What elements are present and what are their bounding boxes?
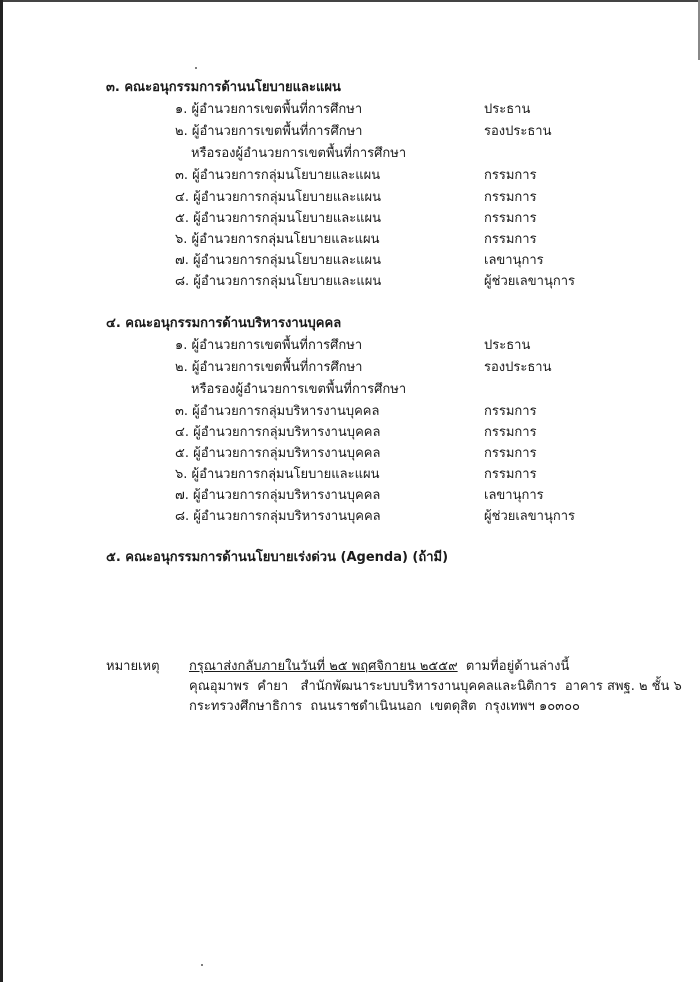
scan-speck	[201, 964, 203, 966]
note-address-line-1: คุณอุมาพร คำยา สำนักพัฒนาระบบบริหารงานบุคคลและนิติการ อาคาร สพฐ. ๒ ชั้น ๖	[189, 679, 682, 694]
member-label: ๒. ผู้อำนวยการเขตพื้นที่การศึกษา	[175, 124, 363, 139]
member-role: ผู้ช่วยเลขานุการ	[484, 509, 575, 524]
member-role: กรรมการ	[484, 211, 537, 226]
member-label: ๗. ผู้อำนวยการกลุ่มนโยบายและแผน	[175, 253, 381, 268]
note-deadline-line	[189, 655, 569, 676]
member-label-continuation: หรือรองผู้อำนวยการเขตพื้นที่การศึกษา	[191, 382, 407, 397]
deadline-text: กรุณาส่งกลับภายในวันที่ ๒๕ พฤศจิกายน ๒๕๕๙	[189, 659, 458, 674]
section-title: ๕. คณะอนุกรรมการด้านนโยบายเร่งด่วน (Agenda) (ถ้ามี)	[106, 550, 449, 565]
member-label: ๑. ผู้อำนวยการเขตพื้นที่การศึกษา	[175, 102, 363, 117]
note-label: หมายเหตุ	[106, 659, 160, 674]
member-label: ๔. ผู้อำนวยการกลุ่มบริหารงานบุคคล	[175, 425, 381, 440]
member-label-continuation: หรือรองผู้อำนวยการเขตพื้นที่การศึกษา	[191, 146, 407, 161]
member-label: ๘. ผู้อำนวยการกลุ่มนโยบายและแผน	[175, 274, 382, 289]
member-role: กรรมการ	[484, 446, 537, 461]
deadline-suffix: ตามที่อยู่ด้านล่างนี้	[457, 659, 570, 674]
member-role: เลขานุการ	[484, 253, 544, 268]
member-label: ๕. ผู้อำนวยการกลุ่มบริหารงานบุคคล	[175, 446, 381, 461]
member-label: ๗. ผู้อำนวยการกลุ่มบริหารงานบุคคล	[175, 488, 381, 503]
member-role: กรรมการ	[484, 168, 537, 183]
section-title: ๓. คณะอนุกรรมการด้านนโยบายและแผน	[106, 80, 341, 95]
member-label: ๖. ผู้อำนวยการกลุ่มนโยบายและแผน	[175, 467, 380, 482]
member-label: ๓. ผู้อำนวยการกลุ่มนโยบายและแผน	[175, 168, 381, 183]
member-label: ๕. ผู้อำนวยการกลุ่มนโยบายและแผน	[175, 211, 382, 226]
scan-speck	[195, 67, 197, 69]
member-role: รองประธาน	[484, 360, 552, 375]
member-role: ประธาน	[484, 102, 531, 117]
member-role: กรรมการ	[484, 232, 537, 247]
member-role: รองประธาน	[484, 124, 552, 139]
section-title: ๔. คณะอนุกรรมการด้านบริหารงานบุคคล	[106, 316, 342, 331]
member-label: ๑. ผู้อำนวยการเขตพื้นที่การศึกษา	[175, 338, 363, 353]
member-label: ๘. ผู้อำนวยการกลุ่มบริหารงานบุคคล	[175, 509, 381, 524]
member-label: ๓. ผู้อำนวยการกลุ่มบริหารงานบุคคล	[175, 404, 380, 419]
member-label: ๒. ผู้อำนวยการเขตพื้นที่การศึกษา	[175, 360, 363, 375]
member-role: กรรมการ	[484, 467, 537, 482]
member-role: ผู้ช่วยเลขานุการ	[484, 274, 575, 289]
scan-top-edge	[3, 0, 700, 2]
member-role: กรรมการ	[484, 404, 537, 419]
member-role: เลขานุการ	[484, 488, 544, 503]
note-address-line-2: กระทรวงศึกษาธิการ ถนนราชดำเนินนอก เขตดุสิต กรุงเทพฯ ๑๐๓๐๐	[189, 699, 580, 714]
member-role: กรรมการ	[484, 190, 537, 205]
member-role: ประธาน	[484, 338, 531, 353]
member-label: ๖. ผู้อำนวยการกลุ่มนโยบายและแผน	[175, 232, 380, 247]
member-label: ๔. ผู้อำนวยการกลุ่มนโยบายและแผน	[175, 190, 382, 205]
member-role: กรรมการ	[484, 425, 537, 440]
